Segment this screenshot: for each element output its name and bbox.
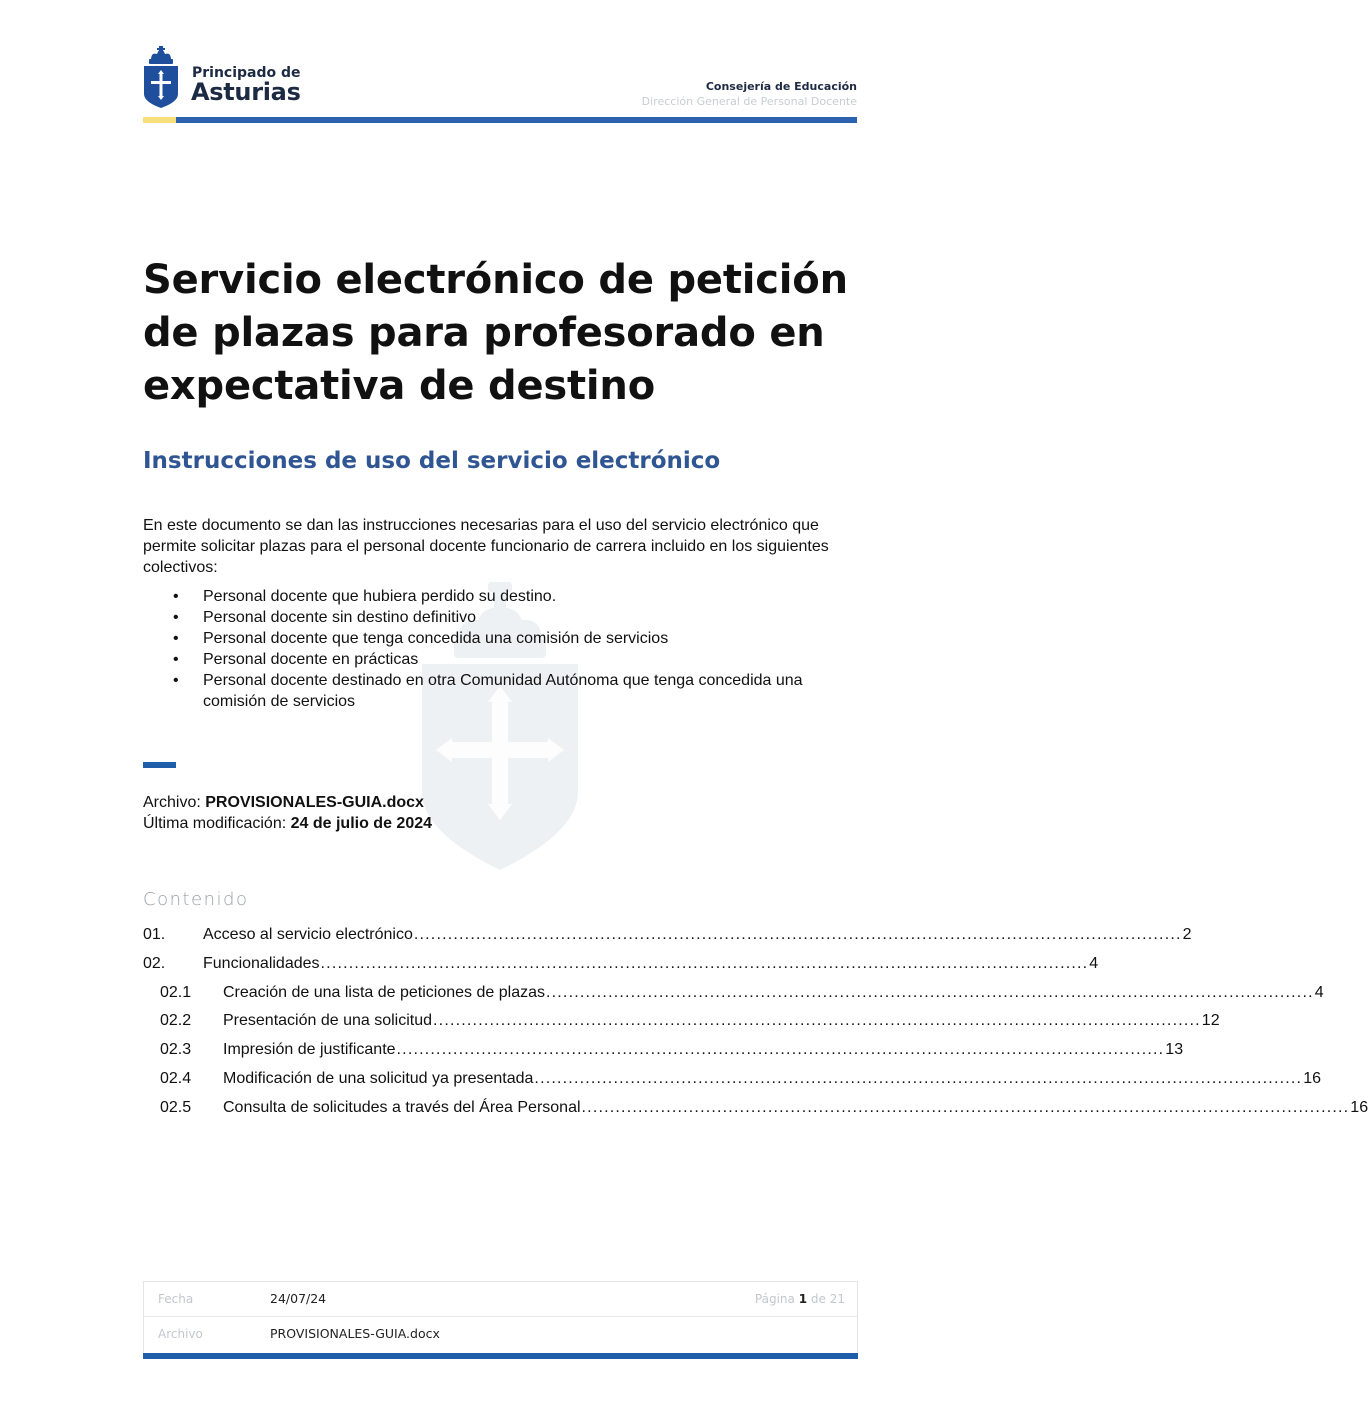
brand-name: Asturias <box>191 78 301 106</box>
toc-leader: ........................................................................................................................................ <box>320 955 1089 972</box>
footer-table <box>143 1281 858 1354</box>
toc-entry[interactable] <box>143 1039 1184 1061</box>
list-item: • Personal docente destinado en otra Comunidad Autónoma que tenga concedida una comisión de servicios <box>143 670 858 712</box>
header-accent-blue <box>176 117 857 123</box>
page-current: 1 <box>798 1292 808 1306</box>
page-label: Página <box>754 1292 795 1306</box>
toc-text: Creación de una lista de peticiones de plazas <box>223 984 545 1001</box>
toc-number: 02. <box>143 955 166 972</box>
footer-date-value: 24/07/24 <box>270 1291 327 1306</box>
toc-entry[interactable] <box>143 1097 1368 1119</box>
file-label: Archivo: <box>143 794 201 811</box>
modification-info <box>143 813 432 834</box>
list-item: • Personal docente que tenga concedida una comisión de servicios <box>143 628 858 649</box>
toc-number: 02.4 <box>160 1070 192 1087</box>
footer-file-label: Archivo <box>158 1327 203 1341</box>
toc-page: 4 <box>1314 984 1324 1001</box>
footer-divider <box>144 1316 857 1317</box>
header-accent-yellow <box>143 117 176 123</box>
toc-leader: ........................................................................................................................................ <box>433 1012 1201 1029</box>
toc-entry[interactable] <box>143 1068 1321 1090</box>
toc-page: 13 <box>1165 1041 1184 1058</box>
toc-title: Contenido <box>143 889 249 910</box>
intro-paragraph: En este documento se dan las instrucciones necesarias para el uso del servicio electrónico que permite solicitar plazas para el personal docente funcionario de carrera incluido en los siguientes colectivos: <box>143 517 829 576</box>
toc-leader: ........................................................................................................................................ <box>413 926 1182 943</box>
modified-date: 24 de julio de 2024 <box>290 815 433 832</box>
directorate-name: Dirección General de Personal Docente <box>641 95 857 108</box>
asturias-shield-logo-icon <box>143 46 179 108</box>
toc-leader: ........................................................................................................................................ <box>581 1099 1350 1116</box>
toc-text: Acceso al servicio electrónico <box>203 926 413 943</box>
department-name: Consejería de Educación <box>705 80 857 93</box>
toc-text: Presentación de una solicitud <box>223 1012 433 1029</box>
toc-entry[interactable] <box>143 1010 1220 1032</box>
section-accent-dash <box>143 762 176 768</box>
footer-date-label: Fecha <box>158 1292 194 1306</box>
toc-text: Funcionalidades <box>203 955 320 972</box>
toc-number: 02.2 <box>160 1012 192 1029</box>
footer-accent-bar <box>143 1353 858 1359</box>
collective-list <box>143 586 858 712</box>
toc-leader: ........................................................................................................................................ <box>534 1070 1303 1087</box>
footer-page-number <box>755 1292 845 1306</box>
toc-page: 16 <box>1303 1070 1321 1087</box>
toc-page: 4 <box>1089 955 1099 972</box>
toc-number: 01. <box>143 926 166 943</box>
list-item: • Personal docente sin destino definitivo <box>143 607 858 628</box>
toc-text: Impresión de justificante <box>223 1041 396 1058</box>
document-subtitle: Instrucciones de uso del servicio electrónico <box>143 448 721 474</box>
toc-text: Modificación de una solicitud ya presentada <box>223 1070 534 1087</box>
toc-page: 16 <box>1350 1099 1368 1116</box>
toc-number: 02.1 <box>160 984 192 1001</box>
toc-entry[interactable] <box>143 982 1324 1004</box>
toc-number: 02.3 <box>160 1041 192 1058</box>
toc-leader: ........................................................................................................................................ <box>545 984 1314 1001</box>
toc-text: Consulta de solicitudes a través del Área Personal <box>223 1099 581 1116</box>
toc-page: 2 <box>1182 926 1192 943</box>
toc-number: 02.5 <box>160 1099 192 1116</box>
toc-entry[interactable] <box>143 953 1099 975</box>
toc-entry[interactable] <box>143 924 1192 946</box>
brand-subtitle: Principado de <box>192 65 301 81</box>
file-info <box>143 792 424 813</box>
modified-label: Última modificación: <box>143 815 287 832</box>
footer-file-value: PROVISIONALES-GUIA.docx <box>270 1326 440 1341</box>
page-total: 21 <box>829 1292 845 1306</box>
list-item: • Personal docente que hubiera perdido su destino. <box>143 586 858 607</box>
document-title: Servicio electrónico de petición de plazas para profesorado en expectativa de destino <box>143 257 848 409</box>
toc-leader: ........................................................................................................................................ <box>396 1041 1165 1058</box>
page-of: de <box>810 1292 826 1306</box>
file-name: PROVISIONALES-GUIA.docx <box>205 794 424 811</box>
toc-page: 12 <box>1201 1012 1220 1029</box>
list-item: • Personal docente en prácticas <box>143 649 858 670</box>
